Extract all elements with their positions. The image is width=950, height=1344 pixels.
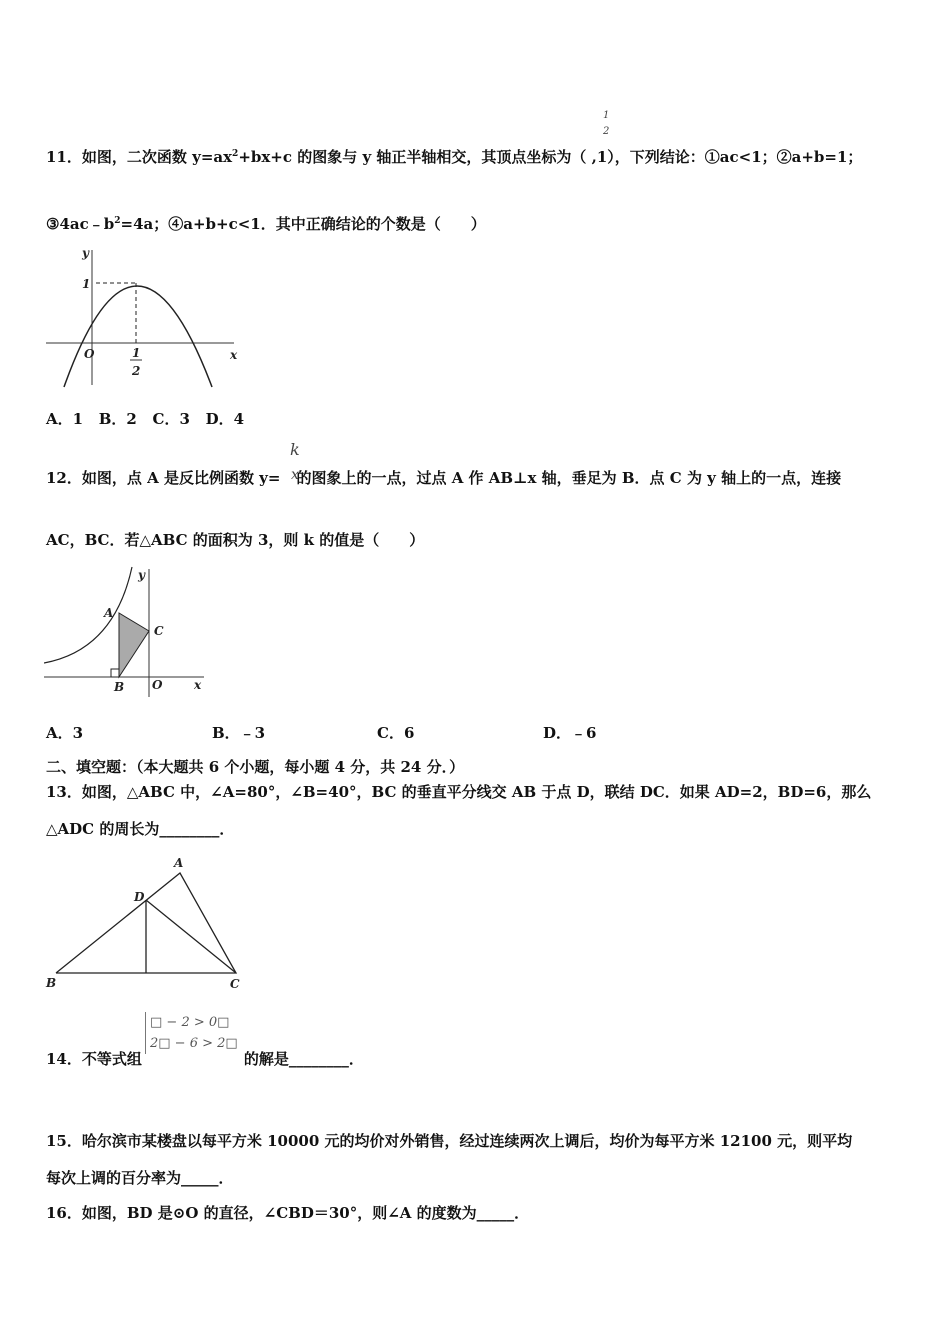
- q16-line1: 16．如图，BD 是⊙O 的直径，∠CBD＝30°，则∠A 的度数为_____．: [46, 1204, 530, 1222]
- inequality-system: □ − 2 > 0□ 2□ − 6 > 2□: [145, 1012, 238, 1054]
- q12-option-c: C．6: [377, 724, 415, 742]
- point-d-label: D: [134, 890, 145, 904]
- half-denominator: 2: [603, 126, 610, 137]
- k-numerator: k: [290, 440, 300, 459]
- origin-label: O: [84, 347, 95, 361]
- y-axis-label: y: [82, 246, 89, 260]
- x-axis-label: x: [194, 678, 202, 692]
- q11-options: A．1 B．2 C．3 D．4: [46, 410, 245, 428]
- section-heading: 二、填空题：（本大题共 6 个小题，每小题 4 分，共 24 分．）: [46, 758, 465, 776]
- point-a-label: A: [104, 606, 114, 620]
- q12-option-a: A．3: [46, 724, 84, 742]
- tick-half-num: 1: [132, 346, 141, 360]
- triangle-figure: [44, 855, 254, 995]
- q13-line2: △ADC 的周长为________．: [46, 820, 235, 838]
- x-denominator: x: [291, 467, 299, 483]
- point-c-label: C: [230, 977, 240, 991]
- x-axis-label: x: [230, 348, 238, 362]
- q15-line1: 15．哈尔滨市某楼盘以每平方米 10000 元的均价对外销售，经过连续两次上调后，均价为每平方米 12100 元，则平均: [46, 1132, 853, 1150]
- point-a-label: A: [174, 856, 184, 870]
- half-numerator: 1: [603, 110, 610, 121]
- parabola-figure: [44, 245, 244, 390]
- q12-option-b: B．﹣3: [212, 724, 266, 742]
- tick-half-den: 2: [132, 364, 141, 378]
- tick-one: 1: [82, 277, 91, 291]
- q12-option-d: D．﹣6: [543, 724, 597, 742]
- point-b-label: B: [46, 976, 57, 990]
- y-axis-label: y: [138, 568, 145, 582]
- hyperbola-figure: [44, 565, 214, 700]
- q11-line2: $③4ac﹣b^2=4a$；④a+b+c<1．其中正确结论的个数是（ ）: [46, 215, 486, 233]
- q14-line: 14．不等式组 的解是________．: [46, 1050, 364, 1068]
- q12-line2: AC，BC．若△ABC 的面积为 3，则 k 的值是（ ）: [46, 531, 425, 549]
- q13-line1: 13．如图，△ABC 中，∠A=80°，∠B=40°，BC 的垂直平分线交 AB 于点 D，联结 DC．如果 AD=2，BD=6，那么: [46, 783, 872, 801]
- origin-label: O: [152, 678, 163, 692]
- q12-line1: 12．如图，点 A 是反比例函数 y= 的图象上的一点，过点 A 作 AB⊥x 轴，垂足为 B．点 C 为 y 轴上的一点，连接: [46, 469, 842, 487]
- point-b-label: B: [114, 680, 125, 694]
- q15-line2: 每次上调的百分率为_____．: [46, 1169, 234, 1187]
- point-c-label: C: [154, 624, 164, 638]
- q11-line1: 11．如图，二次函数 $y=ax^2+bx+c$ 的图象与 y 轴正半轴相交，其顶点坐标为（ ,1），下列结论：①ac<1；②a+b=1；: [46, 148, 863, 166]
